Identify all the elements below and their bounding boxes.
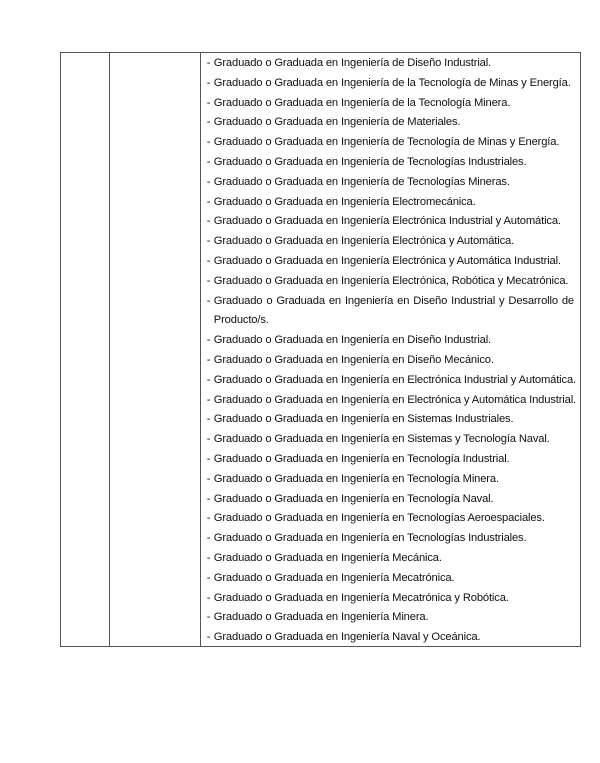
list-dash: - (206, 195, 211, 208)
list-dash: - (206, 472, 211, 485)
list-item (207, 173, 576, 193)
degree-text: Graduado o Graduada en Ingeniería de la Tecnología Minera. (213, 96, 511, 109)
degree-text: Graduado o Graduada en Ingeniería en Tecnología Minera. (213, 472, 499, 485)
degree-list (207, 54, 576, 648)
list-item (207, 133, 576, 153)
list-item (207, 450, 576, 470)
list-dash: - (206, 551, 211, 564)
list-item (207, 470, 576, 490)
degree-text: Graduado o Graduada en Ingeniería Electromecánica. (213, 195, 476, 208)
list-item (207, 351, 576, 371)
degree-text: Graduado o Graduada en Ingeniería Minera. (213, 611, 429, 624)
list-dash: - (206, 155, 211, 168)
degree-text: Graduado o Graduada en Ingeniería en Electrónica y Automática Industrial. (213, 393, 576, 406)
list-item (207, 54, 576, 74)
list-item (207, 252, 576, 272)
list-dash: - (206, 373, 211, 386)
list-item (207, 490, 576, 510)
list-dash: - (206, 571, 211, 584)
list-item (207, 113, 576, 133)
list-item (207, 371, 576, 391)
degree-text: Graduado o Graduada en Ingeniería Mecatrónica y Robótica. (213, 591, 509, 604)
list-item (207, 331, 576, 351)
list-item (207, 589, 576, 609)
list-item (207, 193, 576, 213)
list-item (207, 153, 576, 173)
degree-text: Graduado o Graduada en Ingeniería de Tecnología de Minas y Energía. (213, 136, 560, 149)
list-dash: - (206, 532, 211, 545)
list-dash: - (206, 452, 211, 465)
list-item (207, 569, 576, 589)
degree-text: Graduado o Graduada en Ingeniería Electrónica, Robótica y Mecatrónica. (213, 274, 569, 287)
list-item (207, 628, 576, 648)
list-item (207, 410, 576, 430)
list-dash: - (206, 294, 211, 307)
degree-text: Graduado o Graduada en Ingeniería Electrónica Industrial y Automática. (213, 215, 561, 228)
list-dash: - (206, 611, 211, 624)
list-dash: - (206, 215, 211, 228)
table-cell-degree-list (201, 53, 580, 646)
degree-text: Graduado o Graduada en Ingeniería de Materiales. (213, 116, 461, 129)
list-item (207, 529, 576, 549)
list-dash: - (206, 353, 211, 366)
table-cell-first-column (61, 53, 110, 646)
list-dash: - (206, 274, 211, 287)
list-dash: - (206, 492, 211, 505)
degree-text: Graduado o Graduada en Ingeniería Mecatrónica. (213, 571, 455, 584)
list-item (207, 391, 576, 411)
degree-text: Graduado o Graduada en Ingeniería en Tecnología Naval. (213, 492, 494, 505)
list-item (207, 74, 576, 94)
degrees-table (60, 52, 581, 647)
list-dash: - (206, 116, 211, 129)
list-dash: - (206, 512, 211, 525)
list-dash: - (206, 334, 211, 347)
list-item (207, 272, 576, 292)
degree-text: Graduado o Graduada en Ingeniería Naval y Oceánica. (213, 631, 481, 644)
list-dash: - (206, 433, 211, 446)
degree-text: Graduado o Graduada en Ingeniería en Electrónica Industrial y Automática. (213, 373, 576, 386)
degree-text: Graduado o Graduada en Ingeniería en Tecnologías Industriales. (213, 532, 527, 545)
list-item (207, 232, 576, 252)
degree-text: Graduado o Graduada en Ingeniería en Tecnologías Aeroespaciales. (213, 512, 545, 525)
list-dash: - (206, 254, 211, 267)
list-item (207, 509, 576, 529)
list-item (207, 94, 576, 114)
table-cell-second-column (110, 53, 201, 646)
degree-text: Graduado o Graduada en Ingeniería de Diseño Industrial. (213, 57, 492, 69)
list-item (207, 549, 576, 569)
list-dash: - (206, 393, 211, 406)
list-dash: - (206, 631, 211, 644)
list-dash: - (206, 76, 211, 89)
list-dash: - (206, 96, 211, 109)
list-item (207, 430, 576, 450)
list-item (207, 608, 576, 628)
degree-text: Graduado o Graduada en Ingeniería Mecánica. (213, 551, 442, 564)
degree-text: Graduado o Graduada en Ingeniería Electrónica y Automática. (213, 235, 515, 248)
degree-text: Graduado o Graduada en Ingeniería en Tecnología Industrial. (213, 452, 510, 465)
degree-text: Graduado o Graduada en Ingeniería en Diseño Industrial. (213, 334, 492, 347)
degree-text: Graduado o Graduada en Ingeniería en Diseño Industrial y Desarrollo de Producto/s. (213, 294, 574, 327)
degree-text: Graduado o Graduada en Ingeniería de Tecnologías Mineras. (213, 175, 510, 188)
list-dash: - (206, 591, 211, 604)
list-dash: - (206, 175, 211, 188)
list-item (207, 292, 576, 332)
degree-text: Graduado o Graduada en Ingeniería en Sistemas Industriales. (213, 413, 514, 426)
degree-text: Graduado o Graduada en Ingeniería en Sistemas y Tecnología Naval. (213, 433, 550, 446)
degree-text: Graduado o Graduada en Ingeniería de Tecnologías Industriales. (213, 155, 527, 168)
list-dash: - (206, 235, 211, 248)
degree-text: Graduado o Graduada en Ingeniería en Diseño Mecánico. (213, 353, 494, 366)
list-dash: - (206, 413, 211, 426)
list-dash: - (206, 57, 211, 69)
list-dash: - (206, 136, 211, 149)
list-item (207, 212, 576, 232)
degree-text: Graduado o Graduada en Ingeniería de la Tecnología de Minas y Energía. (213, 76, 571, 89)
degree-text: Graduado o Graduada en Ingeniería Electrónica y Automática Industrial. (213, 254, 561, 267)
